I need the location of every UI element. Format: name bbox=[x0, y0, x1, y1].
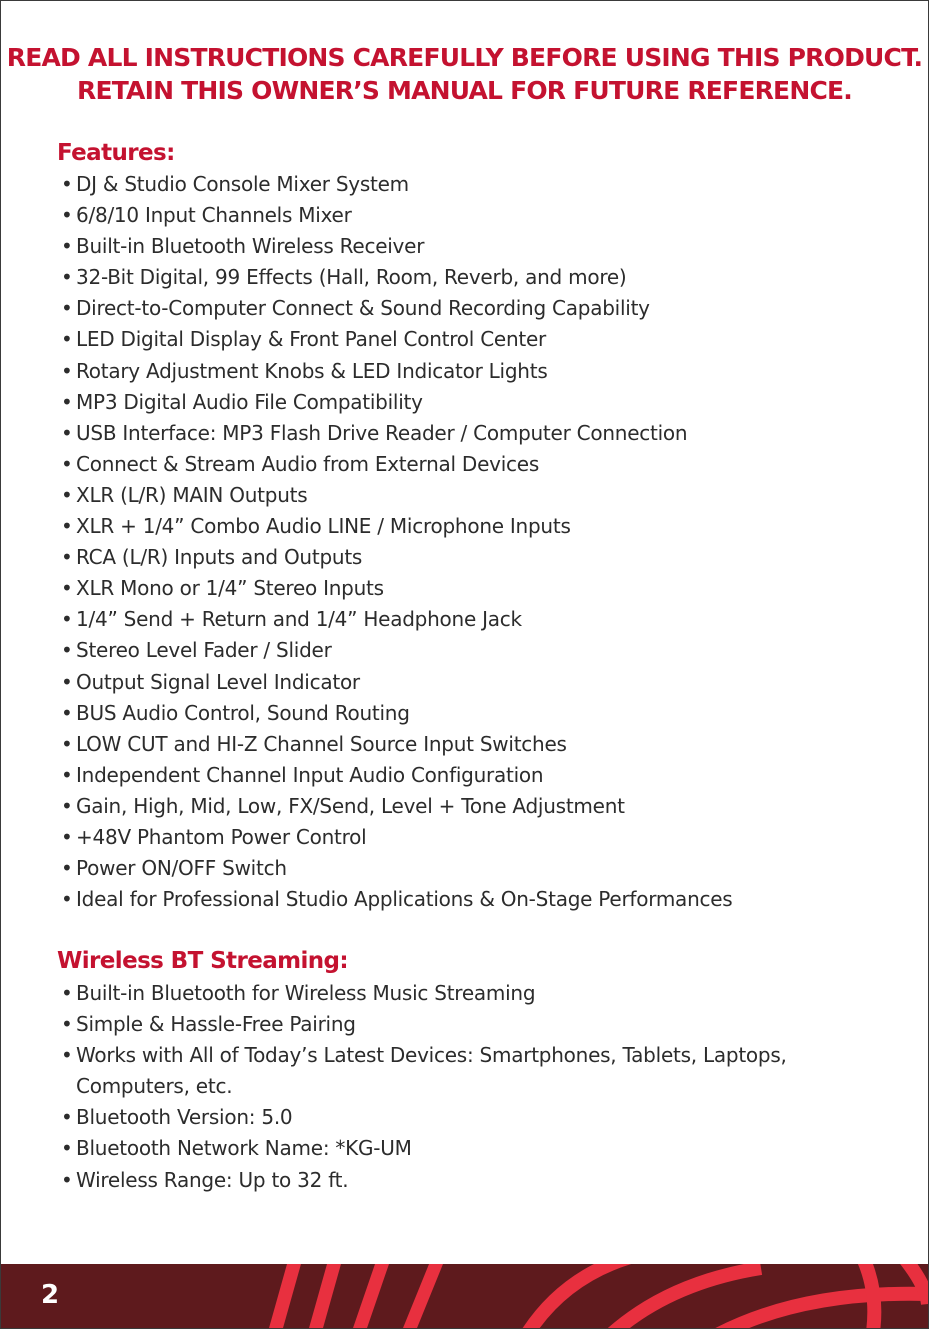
bullet: • bbox=[61, 981, 73, 1005]
list-item bbox=[59, 293, 732, 324]
bullet: • bbox=[61, 576, 73, 601]
feature-text: Ideal for Professional Studio Applications & On-Stage Performances bbox=[76, 887, 733, 912]
wireless-text: Wireless Range: Up to 32 ft. bbox=[76, 1167, 349, 1192]
list-item bbox=[59, 200, 732, 231]
bullet: • bbox=[61, 793, 73, 818]
list-item bbox=[59, 542, 732, 573]
list-item bbox=[59, 698, 732, 729]
feature-text: Stereo Level Fader / Slider bbox=[76, 638, 332, 663]
bullet: • bbox=[61, 420, 73, 445]
bullet: • bbox=[61, 824, 73, 849]
bullet: • bbox=[61, 1043, 73, 1068]
list-item bbox=[59, 231, 732, 262]
feature-text: +48V Phantom Power Control bbox=[76, 824, 367, 849]
list-item bbox=[59, 853, 732, 884]
list-item bbox=[59, 1165, 787, 1196]
bullet: • bbox=[61, 545, 73, 570]
feature-text: 6/8/10 Input Channels Mixer bbox=[76, 203, 352, 228]
feature-text: Rotary Adjustment Knobs & LED Indicator Lights bbox=[76, 358, 548, 383]
instructions-header bbox=[1, 41, 928, 107]
list-item bbox=[59, 760, 732, 791]
list-item bbox=[59, 667, 732, 698]
wireless-text: Bluetooth Version: 5.0 bbox=[76, 1105, 293, 1130]
feature-text: Built-in Bluetooth Wireless Receiver bbox=[76, 234, 425, 259]
feature-text: XLR (L/R) MAIN Outputs bbox=[76, 482, 308, 507]
list-item bbox=[59, 324, 732, 355]
bullet: • bbox=[61, 296, 73, 321]
list-item bbox=[59, 356, 732, 387]
list-item bbox=[59, 604, 732, 635]
feature-text: MP3 Digital Audio File Compatibility bbox=[76, 389, 423, 414]
list-item bbox=[59, 729, 732, 760]
bullet: • bbox=[61, 607, 73, 632]
feature-text: DJ & Studio Console Mixer System bbox=[76, 172, 409, 196]
feature-text: USB Interface: MP3 Flash Drive Reader / Computer Connection bbox=[76, 420, 688, 445]
wireless-list bbox=[59, 978, 787, 1196]
feature-text: Output Signal Level Indicator bbox=[76, 669, 360, 694]
bullet: • bbox=[61, 638, 73, 663]
list-item bbox=[59, 635, 732, 666]
header-line-1: READ ALL INSTRUCTIONS CAREFULLY BEFORE USING THIS PRODUCT. bbox=[6, 43, 923, 72]
bullet: • bbox=[61, 669, 73, 694]
wireless-text: Works with All of Today’s Latest Devices: Smartphones, Tablets, Laptops, Computers, etc. bbox=[76, 1043, 787, 1099]
feature-text: BUS Audio Control, Sound Routing bbox=[76, 700, 410, 725]
list-item bbox=[59, 573, 732, 604]
wireless-text: Built-in Bluetooth for Wireless Music Streaming bbox=[76, 981, 536, 1005]
list-item bbox=[59, 169, 732, 200]
feature-text: Gain, High, Mid, Low, FX/Send, Level + Tone Adjustment bbox=[76, 793, 625, 818]
feature-text: RCA (L/R) Inputs and Outputs bbox=[76, 545, 363, 570]
header-line-2: RETAIN THIS OWNER’S MANUAL FOR FUTURE REFERENCE. bbox=[77, 76, 852, 105]
list-item bbox=[59, 1040, 787, 1102]
list-item bbox=[59, 387, 732, 418]
bullet: • bbox=[61, 358, 73, 383]
bullet: • bbox=[61, 451, 73, 476]
list-item bbox=[59, 791, 732, 822]
list-item bbox=[59, 449, 732, 480]
bullet: • bbox=[61, 482, 73, 507]
list-item bbox=[59, 978, 787, 1009]
page-number: 2 bbox=[41, 1280, 60, 1310]
list-item bbox=[59, 511, 732, 542]
list-item bbox=[59, 1102, 787, 1133]
feature-text: 32-Bit Digital, 99 Effects (Hall, Room, Reverb, and more) bbox=[76, 265, 627, 290]
wireless-text: Simple & Hassle-Free Pairing bbox=[76, 1012, 356, 1037]
bullet: • bbox=[61, 265, 73, 290]
bullet: • bbox=[61, 327, 73, 352]
wireless-heading: Wireless BT Streaming: bbox=[57, 948, 348, 974]
bullet: • bbox=[61, 1136, 73, 1161]
features-heading: Features: bbox=[57, 140, 175, 166]
list-item bbox=[59, 262, 732, 293]
bullet: • bbox=[61, 887, 73, 912]
feature-text: 1/4” Send + Return and 1/4” Headphone Jack bbox=[76, 607, 522, 632]
bullet: • bbox=[61, 234, 73, 259]
list-item bbox=[59, 884, 732, 915]
bullet: • bbox=[61, 700, 73, 725]
feature-text: LED Digital Display & Front Panel Control Center bbox=[76, 327, 547, 352]
list-item bbox=[59, 1133, 787, 1164]
wireless-text: Bluetooth Network Name: *KG-UM bbox=[76, 1136, 412, 1161]
page-footer bbox=[1, 1264, 928, 1328]
bullet: • bbox=[61, 1105, 73, 1130]
bullet: • bbox=[61, 389, 73, 414]
list-item bbox=[59, 480, 732, 511]
feature-text: XLR Mono or 1/4” Stereo Inputs bbox=[76, 576, 384, 601]
bullet: • bbox=[61, 762, 73, 787]
bullet: • bbox=[61, 731, 73, 756]
feature-text: Direct-to-Computer Connect & Sound Recording Capability bbox=[76, 296, 650, 321]
list-item bbox=[59, 822, 732, 853]
bullet: • bbox=[61, 1167, 73, 1192]
feature-text: Independent Channel Input Audio Configuration bbox=[76, 762, 544, 787]
bullet: • bbox=[61, 1012, 73, 1037]
features-list bbox=[59, 169, 732, 915]
feature-text: LOW CUT and HI-Z Channel Source Input Switches bbox=[76, 731, 567, 756]
feature-text: Connect & Stream Audio from External Devices bbox=[76, 451, 539, 476]
feature-text: XLR + 1/4” Combo Audio LINE / Microphone Inputs bbox=[76, 514, 571, 539]
bullet: • bbox=[61, 203, 73, 228]
bullet: • bbox=[61, 172, 73, 196]
list-item bbox=[59, 418, 732, 449]
footer-stripes-decoration bbox=[1, 1264, 928, 1328]
feature-text: Power ON/OFF Switch bbox=[76, 856, 287, 881]
bullet: • bbox=[61, 856, 73, 881]
bullet: • bbox=[61, 514, 73, 539]
list-item bbox=[59, 1009, 787, 1040]
